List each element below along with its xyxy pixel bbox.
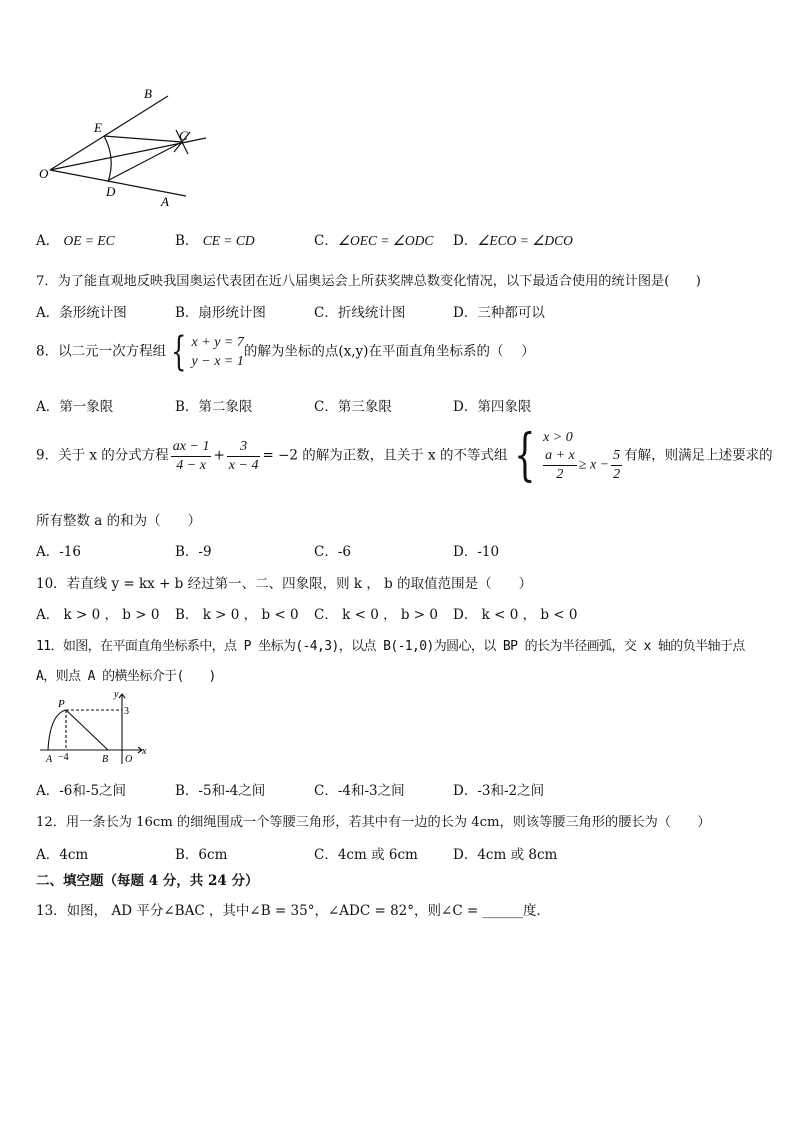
label-d: D (106, 184, 116, 199)
label-b: B (144, 86, 152, 101)
q11-option-d[interactable]: D．-3和-2之间 (453, 783, 545, 799)
question-13: 13．如图， AD 平分∠BAC ，其中∠B = 35°，∠ADC = 82°，则∠C = ______度． (36, 903, 551, 919)
q9-option-c[interactable]: C．-6 (314, 544, 351, 560)
q7-option-a[interactable]: A．条形统计图 (36, 305, 127, 321)
section-2-heading: 二、填空题（每题 4 分，共 24 分） (36, 873, 259, 889)
q7-option-b[interactable]: B．扇形统计图 (175, 305, 266, 321)
ray-oa (50, 170, 186, 196)
q12-option-a[interactable]: A．4cm (36, 847, 89, 863)
question-7: 7．为了能直观地反映我国奥运代表团在近八届奥运会上所获奖牌总数变化情况，以下最适合使用的统计图是( ) (36, 274, 701, 289)
label-o: O (125, 754, 133, 765)
q8-option-d[interactable]: D．第四象限 (453, 399, 532, 415)
q10-option-b[interactable]: B． k > 0 ， b < 0 (175, 607, 299, 623)
question-12: 12．用一条长为 16cm 的细绳围成一个等腰三角形，若其中有一边的长为 4cm，则该等腰三角形的腰长为（ ） (36, 815, 711, 830)
label-minus4: −4 (58, 752, 69, 763)
q9-option-a[interactable]: A．-16 (36, 544, 81, 560)
segment-ec (104, 136, 182, 142)
q12-option-b[interactable]: B．6cm (175, 847, 228, 863)
q6-option-d[interactable]: D．∠ECO = ∠DCO (453, 233, 573, 249)
q8-option-b[interactable]: B．第二象限 (175, 399, 253, 415)
q7-option-c[interactable]: C．折线统计图 (314, 305, 406, 321)
q6-option-a[interactable]: A． OE = EC (36, 233, 115, 249)
label-e: E (94, 120, 102, 135)
q10-option-d[interactable]: D． k < 0 ， b < 0 (453, 607, 578, 623)
question-9: 9．关于 x 的分式方程 $\frac{ax - 1}{4 - x}$ + $\frac{3}{x - 4}$ = −2 的解为正数，且关于 x 的不等式组 { x > 0 $\frac{a + x}{2}$ ≥ x − $\frac{5}{2}$ 有解，则满足上述要求的 (36, 423, 773, 488)
q9-option-b[interactable]: B．-9 (175, 544, 212, 560)
label-3: 3 (124, 706, 129, 717)
label-y: y (114, 689, 119, 700)
label-a: A (161, 194, 169, 209)
label-p: P (58, 698, 65, 710)
q10-option-a[interactable]: A． k > 0 ， b > 0 (36, 607, 160, 623)
question-9-line2: 所有整数 a 的和为（ ） (36, 513, 202, 529)
q9-option-d[interactable]: D．-10 (453, 544, 500, 560)
coordinate-arc-figure (38, 688, 150, 766)
arc-pa (48, 710, 66, 750)
label-a: A (46, 754, 53, 765)
label-c: C (179, 128, 188, 143)
q6-option-c[interactable]: C．∠OEC = ∠ODC (314, 233, 434, 249)
q11-option-a[interactable]: A．-6和-5之间 (36, 783, 127, 799)
q6-option-b[interactable]: B． CE = CD (175, 233, 255, 249)
question-11-line2: A，则点 A 的横坐标介于( ) (36, 669, 216, 684)
q7-option-d[interactable]: D．三种都可以 (453, 305, 545, 321)
angle-bisector-figure (36, 82, 216, 212)
label-o: O (39, 166, 49, 181)
q12-option-c[interactable]: C．4cm 或 6cm (314, 847, 418, 863)
q10-option-c[interactable]: C． k < 0 ， b > 0 (314, 607, 438, 623)
question-11-line1: 11．如图，在平面直角坐标系中，点 P 坐标为(-4,3)，以点 B(-1,0)为圆心，以 BP 的长为半径画弧，交 x 轴的负半轴于点 (36, 639, 745, 654)
question-10: 10．若直线 y = kx + b 经过第一、二、四象限，则 k ， b 的取值范围是（ ） (36, 576, 533, 592)
segment-dc (109, 142, 182, 180)
segment-bp (66, 710, 108, 750)
q8-option-a[interactable]: A．第一象限 (36, 399, 114, 415)
q11-option-b[interactable]: B．-5和-4之间 (175, 783, 266, 799)
q11-option-c[interactable]: C．-4和-3之间 (314, 783, 405, 799)
label-b: B (102, 754, 109, 765)
q8-option-c[interactable]: C．第三象限 (314, 399, 392, 415)
q12-option-d[interactable]: D．4cm 或 8cm (453, 847, 558, 863)
label-x: x (142, 746, 147, 757)
question-8: 8．以二元一次方程组 { x + y = 7 y − x = 1的解为坐标的点(x,y)在平面直角坐标系的（ ） (36, 329, 535, 375)
